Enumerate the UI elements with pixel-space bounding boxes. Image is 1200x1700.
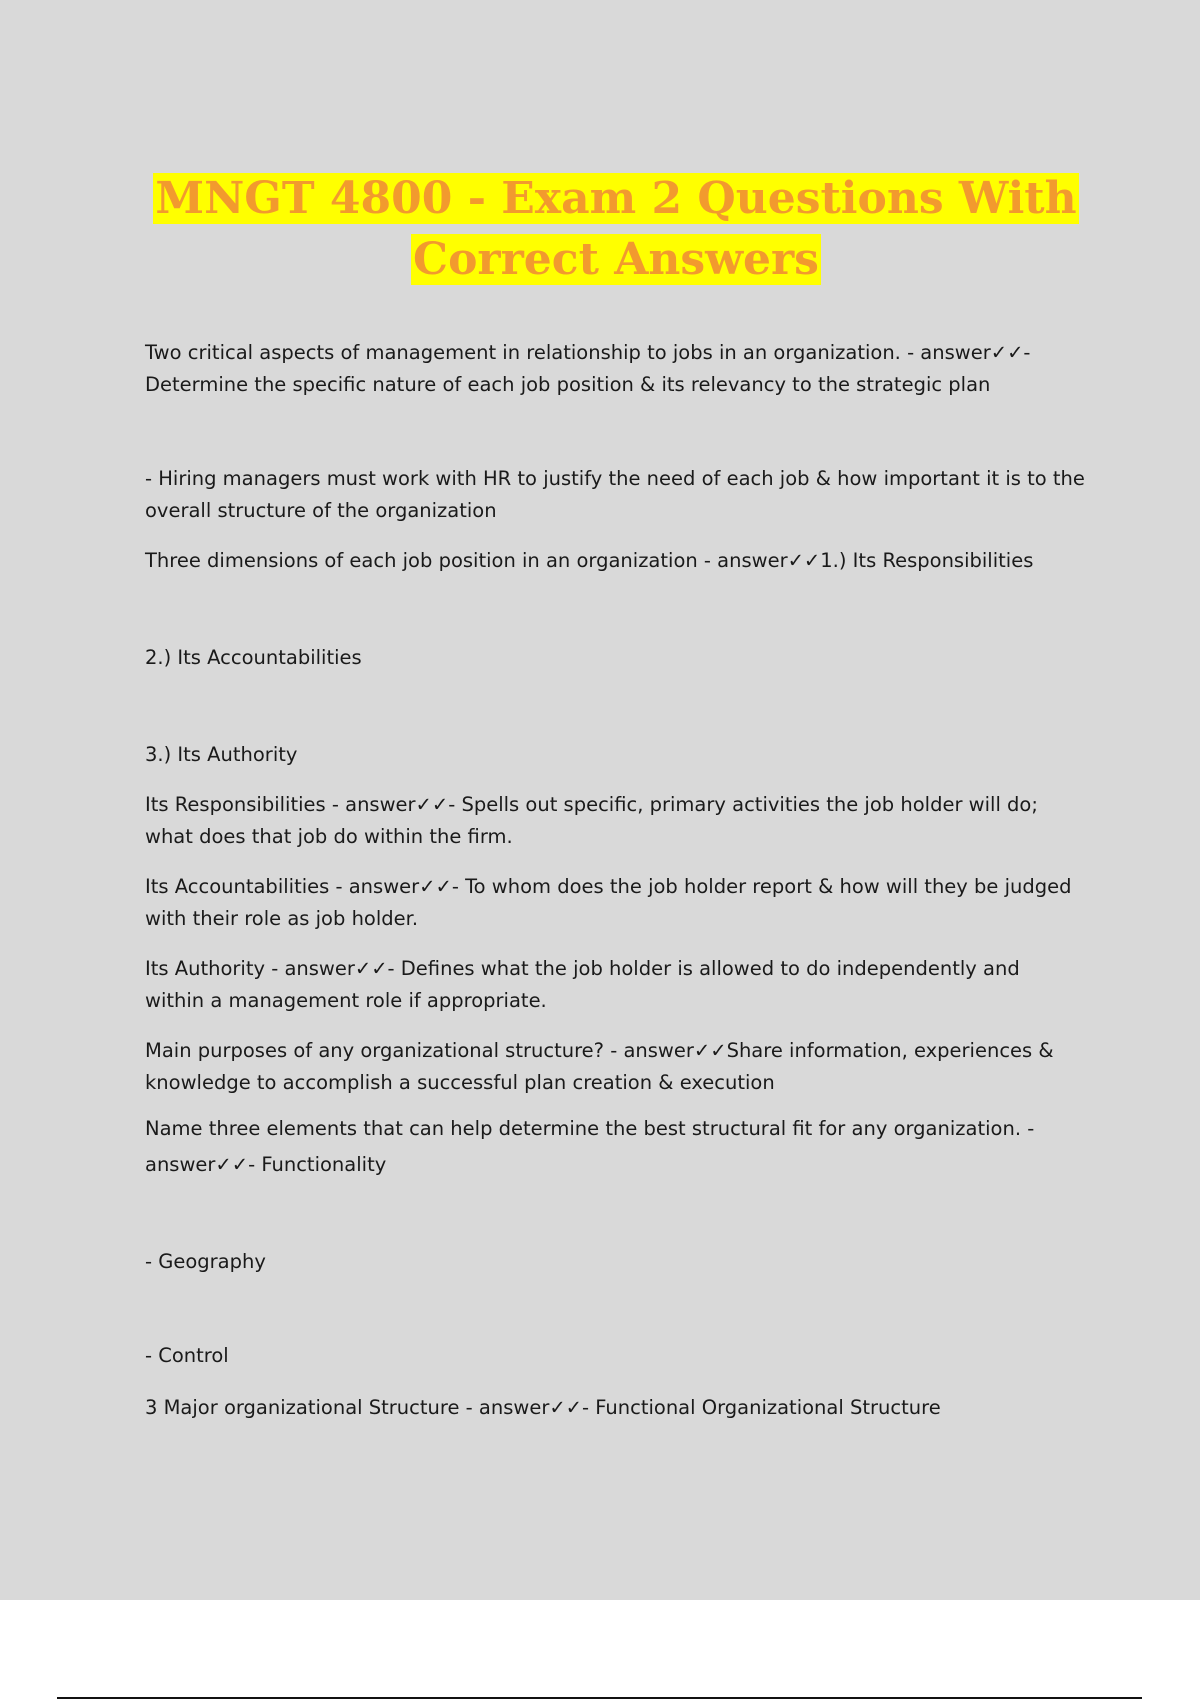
document-body bbox=[145, 337, 1085, 1424]
title-line-2: Correct Answers bbox=[413, 234, 819, 285]
paragraph-q2-item3: 3.) Its Authority bbox=[145, 743, 298, 766]
paragraph-q8: 3 Major organizational Structure - answer✓✓- Functional Organizational Structure bbox=[145, 1396, 941, 1419]
paragraph-q1-cont: - Hiring managers must work with HR to justify the need of each job & how important it is to the overall structure of the organization bbox=[145, 467, 1085, 522]
paragraph-q3: Its Responsibilities - answer✓✓- Spells out specific, primary activities the job holder will do; what does that job do within the firm. bbox=[145, 793, 1038, 848]
paragraph-q7: Name three elements that can help determine the best structural fit for any organization. - answer✓✓- Functionality bbox=[145, 1117, 1035, 1176]
paragraph-q6: Main purposes of any organizational structure? - answer✓✓Share information, experiences & knowledge to accomplish a successful plan creation & execution bbox=[145, 1039, 1054, 1094]
title-line-1: MNGT 4800 - Exam 2 Questions With bbox=[155, 173, 1077, 224]
paragraph-q7-item2: - Geography bbox=[145, 1250, 266, 1273]
paragraph-q5: Its Authority - answer✓✓- Defines what the job holder is allowed to do independently and within a management role if appropriate. bbox=[145, 957, 1020, 1012]
paragraph-q1: Two critical aspects of management in relationship to jobs in an organization. - answer✓✓- Determine the specific nature of each job position & its relevancy to the strategic plan bbox=[145, 341, 1031, 396]
footer-divider bbox=[57, 1697, 1142, 1699]
paragraph-q7-item3: - Control bbox=[145, 1344, 229, 1367]
document-title bbox=[150, 168, 1082, 290]
paragraph-q4: Its Accountabilities - answer✓✓- To whom does the job holder report & how will they be judged with their role as job holder. bbox=[145, 875, 1072, 930]
paragraph-q2: Three dimensions of each job position in an organization - answer✓✓1.) Its Responsibilities bbox=[145, 549, 1034, 572]
paragraph-q2-item2: 2.) Its Accountabilities bbox=[145, 646, 362, 669]
